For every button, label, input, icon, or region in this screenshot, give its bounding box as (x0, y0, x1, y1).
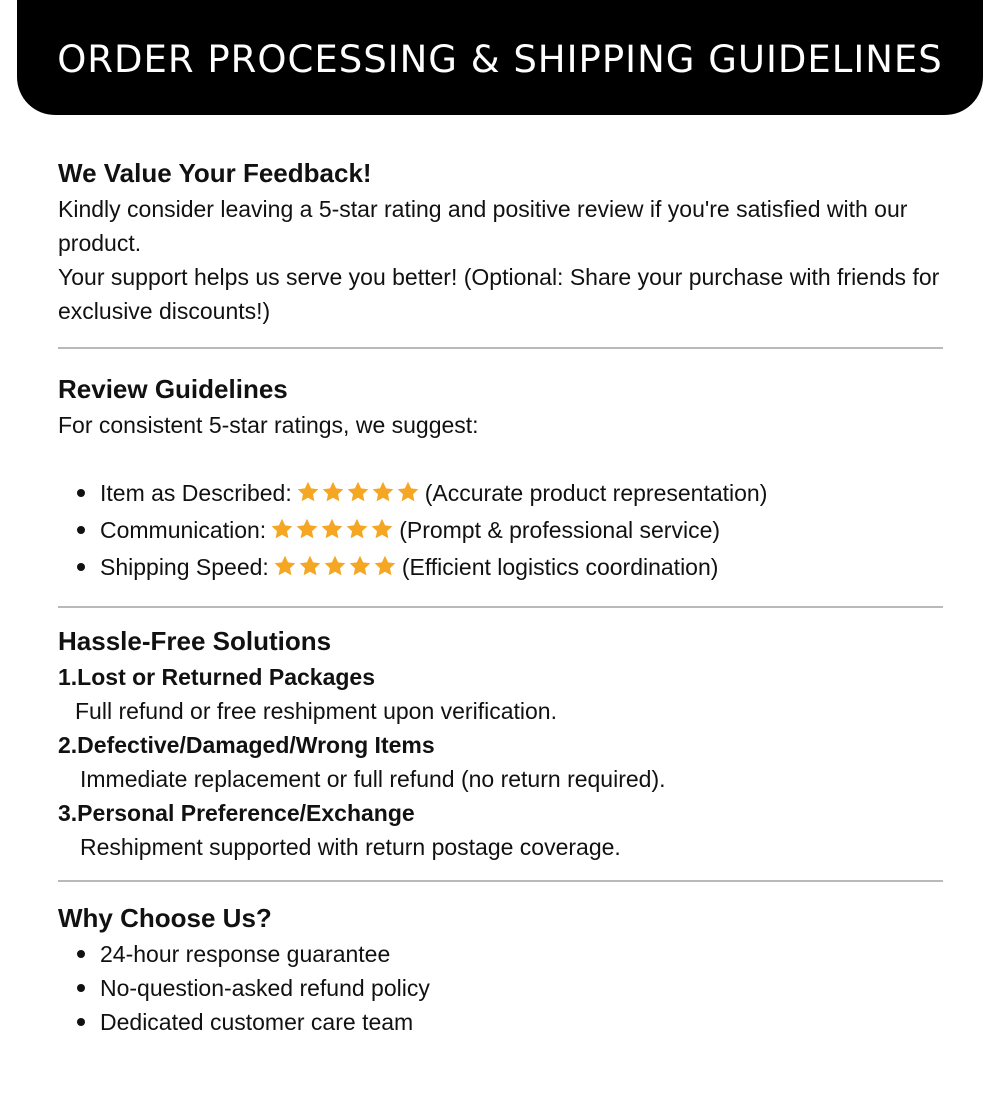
feedback-text-1: Kindly consider leaving a 5-star rating and positive review if you're satisfied with our product. (58, 196, 908, 256)
solution-heading: 1.Lost or Returned Packages (58, 664, 375, 690)
star-icon (345, 517, 369, 541)
review-item-shipping (58, 550, 943, 587)
why-item: No-question-asked refund policy (58, 971, 943, 1005)
solution-heading: 2.Defective/Damaged/Wrong Items (58, 732, 435, 758)
five-star-rating (296, 479, 421, 513)
star-icon (346, 480, 370, 504)
star-icon (298, 554, 322, 578)
guidelines-content (58, 154, 943, 1039)
review-section (58, 370, 943, 587)
page-title: ORDER PROCESSING & SHIPPING GUIDELINES (57, 38, 943, 81)
review-item-note: (Prompt & professional service) (399, 517, 721, 543)
star-icon (370, 517, 394, 541)
star-icon (296, 480, 320, 504)
star-icon (348, 554, 372, 578)
review-item-communication (58, 513, 943, 550)
section-divider (58, 880, 943, 882)
review-item-note: (Accurate product representation) (424, 480, 768, 506)
why-list (58, 937, 943, 1039)
five-star-rating (270, 516, 395, 550)
star-icon (295, 517, 319, 541)
star-icon (320, 517, 344, 541)
feedback-title: We Value Your Feedback! (58, 158, 372, 188)
review-item-note: (Efficient logistics coordination) (401, 554, 719, 580)
star-icon (270, 517, 294, 541)
review-item-label: Item as Described: (100, 480, 292, 506)
solution-heading: 3.Personal Preference/Exchange (58, 800, 415, 826)
star-icon (371, 480, 395, 504)
star-icon (323, 554, 347, 578)
feedback-text-2: Your support helps us serve you better! (Optional: Share your purchase with friends for exclusive discounts!) (58, 264, 940, 324)
solution-text: Full refund or free reshipment upon verification. (75, 698, 557, 724)
feedback-section (58, 154, 943, 328)
why-item: 24-hour response guarantee (58, 937, 943, 971)
solutions-section (58, 622, 943, 864)
star-icon (273, 554, 297, 578)
review-title: Review Guidelines (58, 374, 288, 404)
star-icon (373, 554, 397, 578)
review-item-label: Shipping Speed: (100, 554, 269, 580)
section-divider (58, 347, 943, 349)
solution-text: Reshipment supported with return postage coverage. (80, 834, 621, 860)
five-star-rating (273, 553, 398, 587)
why-title: Why Choose Us? (58, 903, 272, 933)
solutions-title: Hassle-Free Solutions (58, 626, 332, 656)
review-list (58, 476, 943, 587)
review-item-label: Communication: (100, 517, 267, 543)
section-divider (58, 606, 943, 608)
review-item-described (58, 476, 943, 513)
why-section (58, 899, 943, 1039)
why-item: Dedicated customer care team (58, 1005, 943, 1039)
review-intro: For consistent 5-star ratings, we suggest: (58, 412, 479, 438)
page-header (17, 0, 983, 115)
star-icon (396, 480, 420, 504)
star-icon (321, 480, 345, 504)
solution-text: Immediate replacement or full refund (no return required). (80, 766, 666, 792)
